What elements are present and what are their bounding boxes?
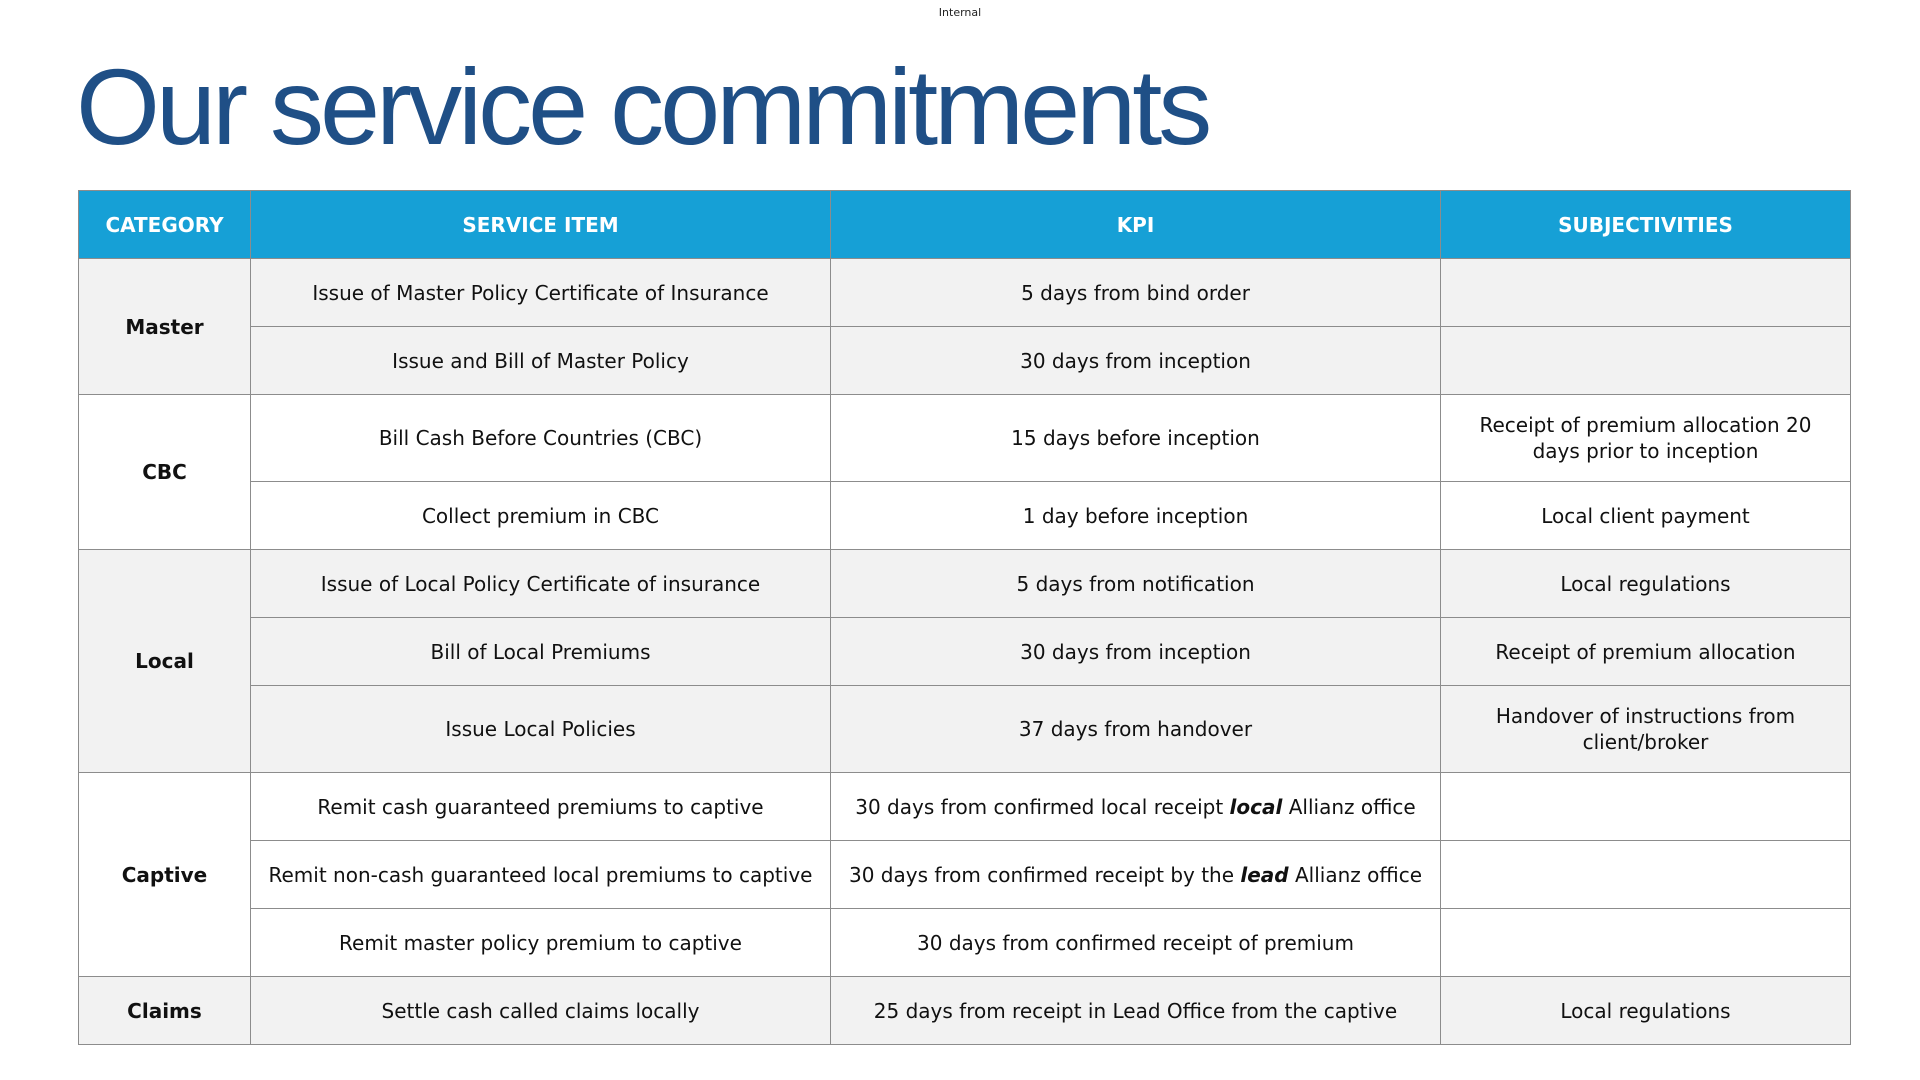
- subjectivity-cell: Handover of instructions from client/broker: [1441, 686, 1851, 773]
- subjectivity-cell: [1441, 773, 1851, 841]
- subjectivity-cell: Local client payment: [1441, 482, 1851, 550]
- page-title: Our service commitments: [76, 46, 1209, 167]
- service-item-cell: Bill of Local Premiums: [251, 618, 831, 686]
- kpi-cell: 30 days from confirmed receipt of premium: [831, 909, 1441, 977]
- kpi-emphasis: local: [1229, 794, 1283, 819]
- kpi-cell: 5 days from notification: [831, 550, 1441, 618]
- subjectivity-cell: Receipt of premium allocation: [1441, 618, 1851, 686]
- service-item-cell: Remit cash guaranteed premiums to captive: [251, 773, 831, 841]
- category-cell-local: Local: [79, 550, 251, 773]
- service-item-cell: Issue of Local Policy Certificate of insurance: [251, 550, 831, 618]
- service-item-cell: Remit master policy premium to captive: [251, 909, 831, 977]
- table-row: [79, 841, 1851, 909]
- kpi-text: 30 days from confirmed local receipt: [855, 794, 1230, 819]
- table-row: [79, 550, 1851, 618]
- header-kpi: KPI: [831, 191, 1441, 259]
- subjectivity-cell: [1441, 841, 1851, 909]
- service-item-cell: Remit non-cash guaranteed local premiums to captive: [251, 841, 831, 909]
- kpi-emphasis: lead: [1240, 862, 1289, 887]
- table-row: [79, 327, 1851, 395]
- header-service-item: SERVICE ITEM: [251, 191, 831, 259]
- kpi-cell: [831, 841, 1441, 909]
- table-row: [79, 395, 1851, 482]
- table-row: [79, 259, 1851, 327]
- subjectivity-cell: [1441, 327, 1851, 395]
- subjectivity-cell: Local regulations: [1441, 977, 1851, 1045]
- kpi-text: 30 days from confirmed receipt by the: [848, 862, 1241, 887]
- header-subjectivities: SUBJECTIVITIES: [1441, 191, 1851, 259]
- kpi-cell: 15 days before inception: [831, 395, 1441, 482]
- service-commitments-table: [78, 190, 1851, 1045]
- subjectivity-cell: Receipt of premium allocation 20 days prior to inception: [1441, 395, 1851, 482]
- category-cell-captive: Captive: [79, 773, 251, 977]
- table-row: [79, 909, 1851, 977]
- table-row: [79, 686, 1851, 773]
- kpi-cell: 30 days from inception: [831, 327, 1441, 395]
- table-row: [79, 482, 1851, 550]
- kpi-cell: [831, 773, 1441, 841]
- service-item-cell: Issue Local Policies: [251, 686, 831, 773]
- table-row: [79, 618, 1851, 686]
- table-row: [79, 977, 1851, 1045]
- classification-label: Internal: [938, 6, 982, 19]
- category-cell-cbc: CBC: [79, 395, 251, 550]
- service-item-cell: Settle cash called claims locally: [251, 977, 831, 1045]
- service-item-cell: Bill Cash Before Countries (CBC): [251, 395, 831, 482]
- service-item-cell: Issue of Master Policy Certificate of Insurance: [251, 259, 831, 327]
- kpi-text: Allianz office: [1288, 862, 1422, 887]
- category-cell-claims: Claims: [79, 977, 251, 1045]
- service-item-cell: Collect premium in CBC: [251, 482, 831, 550]
- table-row: [79, 773, 1851, 841]
- kpi-cell: 1 day before inception: [831, 482, 1441, 550]
- kpi-cell: 5 days from bind order: [831, 259, 1441, 327]
- subjectivity-cell: Local regulations: [1441, 550, 1851, 618]
- kpi-cell: 30 days from inception: [831, 618, 1441, 686]
- subjectivity-cell: [1441, 909, 1851, 977]
- kpi-cell: 25 days from receipt in Lead Office from the captive: [831, 977, 1441, 1045]
- category-cell-master: Master: [79, 259, 251, 395]
- kpi-cell: 37 days from handover: [831, 686, 1441, 773]
- table-header-row: [79, 191, 1851, 259]
- header-category: CATEGORY: [79, 191, 251, 259]
- subjectivity-cell: [1441, 259, 1851, 327]
- kpi-text: Allianz office: [1282, 794, 1416, 819]
- service-item-cell: Issue and Bill of Master Policy: [251, 327, 831, 395]
